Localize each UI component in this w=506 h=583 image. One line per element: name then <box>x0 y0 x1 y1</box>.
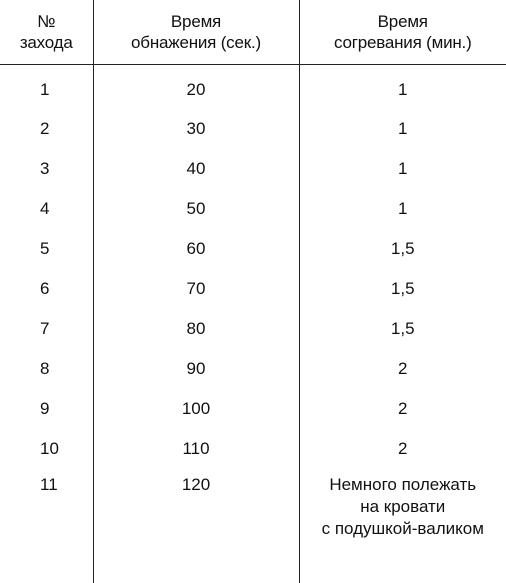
table-row <box>0 426 506 466</box>
table-header <box>0 0 506 65</box>
warming-time-cell: 2 <box>299 426 506 466</box>
header-session-number <box>0 0 93 65</box>
header-line: Время <box>300 11 506 32</box>
exposure-time-cell: 110 <box>93 426 299 466</box>
exposure-time-cell: 50 <box>93 186 299 226</box>
session-number-cell: 7 <box>0 306 93 346</box>
header-line: № <box>0 11 93 32</box>
table-row <box>0 466 506 583</box>
table-row <box>0 346 506 386</box>
warming-time-cell: 1,5 <box>299 266 506 306</box>
header-line: Время <box>94 11 299 32</box>
table-row <box>0 386 506 426</box>
header-line: согревания (мин.) <box>300 32 506 53</box>
warming-time-cell <box>299 466 506 583</box>
warming-time-cell: 1,5 <box>299 306 506 346</box>
table-row <box>0 226 506 266</box>
header-row <box>0 0 506 65</box>
warming-time-cell: 2 <box>299 386 506 426</box>
warming-time-cell: 1,5 <box>299 226 506 266</box>
warming-time-cell: 1 <box>299 65 506 106</box>
exposure-time-cell: 80 <box>93 306 299 346</box>
session-number-cell: 8 <box>0 346 93 386</box>
warming-time-cell: 1 <box>299 106 506 146</box>
header-line: захода <box>0 32 93 53</box>
session-number-cell: 4 <box>0 186 93 226</box>
session-number-cell: 1 <box>0 65 93 106</box>
table-row <box>0 65 506 106</box>
exposure-time-cell: 100 <box>93 386 299 426</box>
session-number-cell: 9 <box>0 386 93 426</box>
exposure-time-cell: 20 <box>93 65 299 106</box>
session-number-cell: 6 <box>0 266 93 306</box>
warming-note-line: с подушкой-валиком <box>300 518 506 540</box>
warming-time-cell: 1 <box>299 146 506 186</box>
session-number-cell: 11 <box>0 466 93 583</box>
session-number-cell: 5 <box>0 226 93 266</box>
header-line: обнажения (сек.) <box>94 32 299 53</box>
table-row <box>0 146 506 186</box>
exposure-time-cell: 120 <box>93 466 299 583</box>
table-row <box>0 266 506 306</box>
exposure-time-cell: 40 <box>93 146 299 186</box>
table-row <box>0 306 506 346</box>
table-row <box>0 106 506 146</box>
header-exposure-time <box>93 0 299 65</box>
session-number-cell: 10 <box>0 426 93 466</box>
session-number-cell: 2 <box>0 106 93 146</box>
warming-time-cell: 2 <box>299 346 506 386</box>
session-number-cell: 3 <box>0 146 93 186</box>
table-row <box>0 186 506 226</box>
exposure-time-cell: 60 <box>93 226 299 266</box>
header-warming-time <box>299 0 506 65</box>
warming-time-cell: 1 <box>299 186 506 226</box>
warming-note-line: Немного полежать <box>300 474 506 496</box>
exposure-time-cell: 70 <box>93 266 299 306</box>
warming-note-line: на кровати <box>300 496 506 518</box>
exposure-time-cell: 30 <box>93 106 299 146</box>
table-body <box>0 65 506 583</box>
exposure-time-cell: 90 <box>93 346 299 386</box>
